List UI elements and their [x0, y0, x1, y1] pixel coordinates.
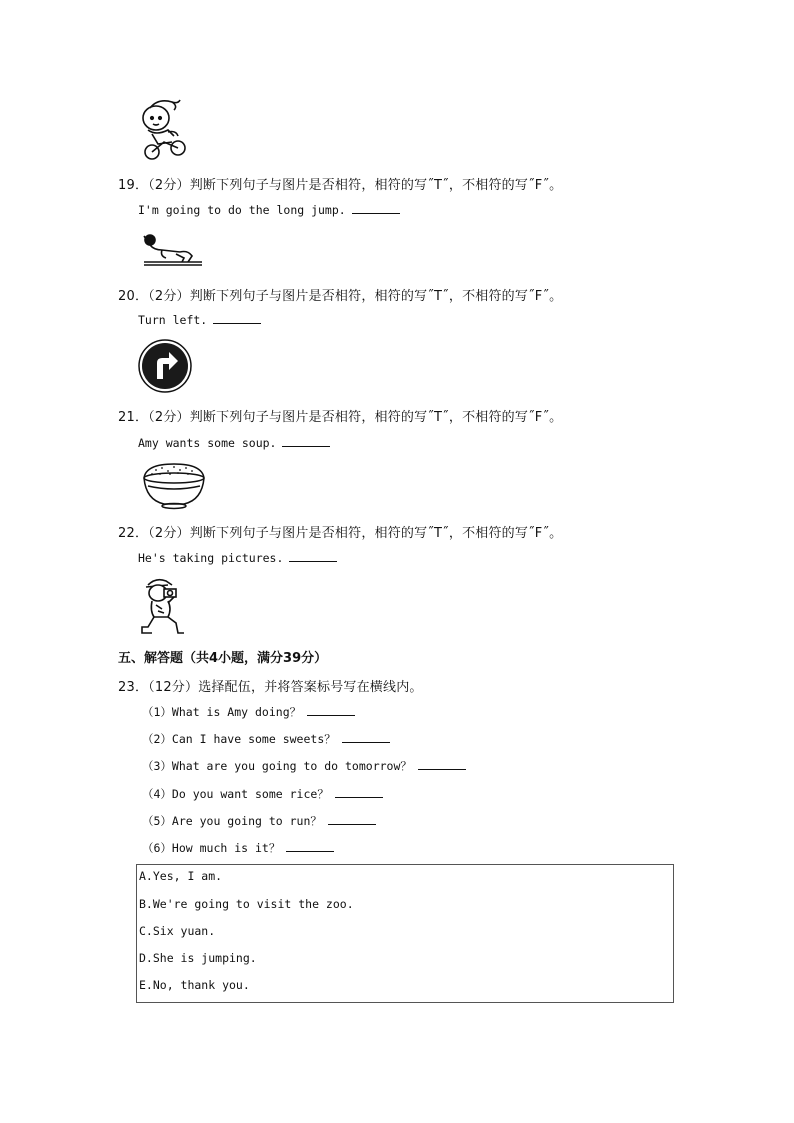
long-jump-image [140, 228, 206, 272]
option-a: A.Yes, I am. [139, 869, 223, 883]
question-sentence: Turn left. [138, 313, 208, 327]
answer-blank[interactable] [328, 823, 376, 825]
girl-on-bike-image [138, 96, 190, 162]
q23-item-6 [142, 840, 334, 856]
answer-blank[interactable] [307, 714, 355, 716]
question-instruction: 判断下列句子与图片是否相符，相符的写˝T˝，不相符的写˝F˝。 [189, 410, 563, 425]
question-instruction: 选择配伍，并将答案标号写在横线内。 [198, 680, 423, 695]
option-c: C.Six yuan. [139, 924, 216, 938]
question-22-heading [118, 522, 562, 541]
q23-item-4 [142, 786, 383, 802]
answer-blank[interactable] [286, 850, 334, 852]
q23-item-text: （5）Are you going to run？ [142, 814, 322, 828]
question-number: 23． [118, 680, 149, 695]
answer-blank[interactable] [335, 796, 383, 798]
answer-blank[interactable] [289, 560, 337, 562]
question-21-sentence-row [138, 436, 330, 450]
q23-options-box [136, 864, 674, 1003]
question-number: 22． [118, 526, 149, 541]
question-sentence: He's taking pictures. [138, 551, 284, 565]
question-sentence: Amy wants some soup. [138, 436, 277, 450]
question-instruction: 判断下列句子与图片是否相符，相符的写˝T˝，不相符的写˝F˝。 [189, 526, 563, 541]
question-number: 19． [118, 178, 149, 193]
q23-item-text: （1）What is Amy doing？ [142, 705, 302, 719]
answer-blank[interactable] [282, 445, 330, 447]
question-sentence: I'm going to do the long jump. [138, 203, 346, 217]
question-score: （2分） [148, 289, 190, 304]
question-19-heading [118, 174, 562, 193]
q23-item-1 [142, 704, 355, 720]
question-number: 21． [118, 410, 149, 425]
question-score: （2分） [148, 526, 190, 541]
q23-item-text: （2）Can I have some sweets？ [142, 732, 336, 746]
q23-item-text: （3）What are you going to do tomorrow？ [142, 759, 412, 773]
rice-bowl-image [140, 460, 208, 510]
turn-right-sign-image [138, 339, 192, 393]
q23-item-3 [142, 758, 466, 774]
option-b: B.We're going to visit the zoo. [139, 897, 354, 911]
option-e: E.No, thank you. [139, 978, 250, 992]
question-21-heading [118, 406, 562, 425]
question-instruction: 判断下列句子与图片是否相符，相符的写˝T˝，不相符的写˝F˝。 [189, 289, 563, 304]
option-d: D.She is jumping. [139, 951, 257, 965]
question-number: 20． [118, 289, 149, 304]
question-score: （2分） [148, 410, 190, 425]
q23-item-5 [142, 813, 376, 829]
answer-blank[interactable] [352, 212, 400, 214]
question-19-sentence-row [138, 203, 400, 217]
answer-blank[interactable] [418, 768, 466, 770]
q23-item-2 [142, 731, 390, 747]
question-23-heading [118, 676, 423, 695]
question-20-sentence-row [138, 313, 261, 327]
question-22-sentence-row [138, 551, 337, 565]
answer-blank[interactable] [213, 322, 261, 324]
answer-blank[interactable] [342, 741, 390, 743]
boy-taking-pictures-image [138, 575, 190, 637]
section-5-title: 五、解答题（共4小题，满分39分） [118, 651, 328, 666]
question-score: （2分） [148, 178, 190, 193]
question-score: （12分） [148, 680, 199, 695]
q23-item-text: （4）Do you want some rice？ [142, 787, 329, 801]
question-20-heading [118, 285, 562, 304]
question-instruction: 判断下列句子与图片是否相符，相符的写˝T˝，不相符的写˝F˝。 [189, 178, 563, 193]
q23-item-text: （6）How much is it？ [142, 841, 281, 855]
